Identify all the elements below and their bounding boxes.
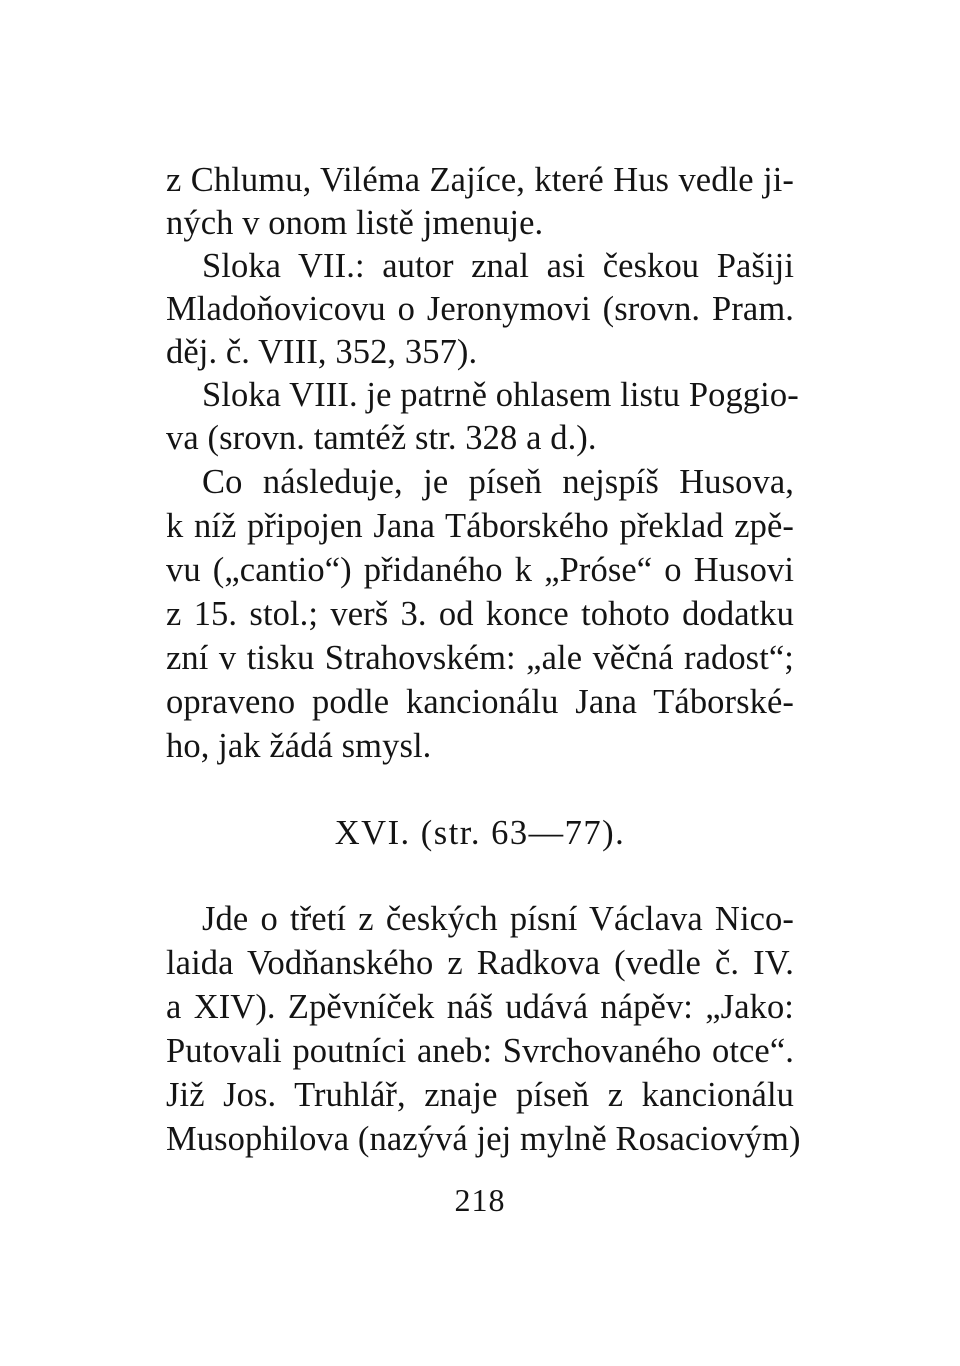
text-line: ho, jak žádá smysl. [166, 727, 432, 765]
text-line: Již Jos. Truhlář, znaje píseň z kancionálu [166, 1076, 794, 1114]
text-line: z Chlumu, Viléma Zajíce, které Hus vedle ji- [166, 161, 794, 199]
text-line: Sloka VII.: autor znal asi českou Pašiji [202, 247, 794, 285]
text-line: Putovali poutníci aneb: Svrchovaného otce“. [166, 1032, 794, 1070]
text-line: vu („cantio“) přidaného k „Próse“ o Husovi [166, 551, 794, 589]
text-line: Sloka VIII. je patrně ohlasem listu Poggio- [202, 376, 799, 414]
text-line: Co následuje, je píseň nejspíš Husova, [202, 463, 794, 501]
text-line: Musophilova (nazývá jej mylně Rosaciovým) [166, 1120, 801, 1158]
text-line: opraveno podle kancionálu Jana Táborské- [166, 683, 794, 721]
text-line: zní v tisku Strahovském: „ale věčná radost“; [166, 639, 794, 677]
text-line: děj. č. VIII, 352, 357). [166, 333, 478, 371]
text-line: Mladoňovicovu o Jeronymovi (srovn. Pram. [166, 290, 794, 328]
text-line: va (srovn. tamtéž str. 328 a d.). [166, 419, 597, 457]
text-line: laida Vodňanského z Radkova (vedle č. IV. [166, 944, 794, 982]
text-line: z 15. stol.; verš 3. od konce tohoto dodatku [166, 595, 794, 633]
text-line: ných v onom listě jmenuje. [166, 204, 544, 242]
page-number: 218 [454, 1182, 506, 1218]
section-heading: XVI. (str. 63—77). [334, 814, 626, 852]
text-line: a XIV). Zpěvníček náš udává nápěv: „Jako: [166, 988, 794, 1026]
text-line: Jde o třetí z českých písní Václava Nico- [202, 900, 794, 938]
text-line: k níž připojen Jana Táborského překlad zpě- [166, 507, 794, 545]
